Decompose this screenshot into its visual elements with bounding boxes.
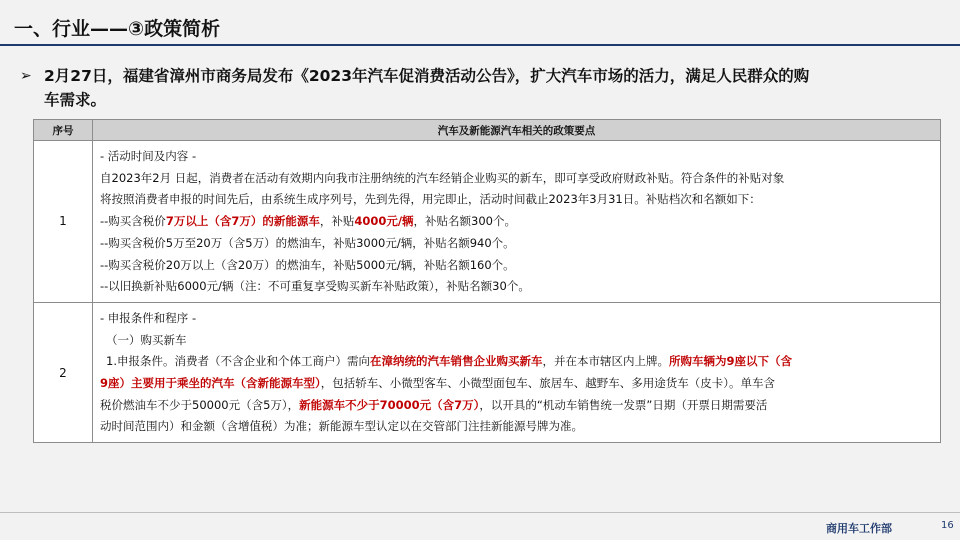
policy-line: --以旧换新补贴6000元/辆（注：不可重复享受购买新车补贴政策），补贴名额30个。: [100, 279, 530, 294]
page-number: 16: [941, 520, 954, 531]
table-row: [34, 141, 941, 303]
table-header-row: [34, 120, 941, 141]
header-policy: 汽车及新能源汽车相关的政策要点: [93, 120, 941, 141]
highlight-text: 4000元/辆: [354, 214, 414, 229]
table-row: [34, 302, 941, 442]
row-number: 2: [34, 302, 93, 442]
policy-table: [33, 119, 941, 443]
bullet-summary: [20, 64, 940, 112]
text-segment: 1.申报条件。消费者（不含企业和个体工商户）需向: [106, 354, 370, 369]
text-segment: 税价燃油车不少于50000元（含5万），: [100, 397, 300, 412]
policy-line: --购买含税价20万以上（含20万）的燃油车，补贴5000元/辆，补贴名额160个。: [100, 257, 515, 272]
policy-line: 将按照消费者申报的时间先后，由系统生成序列号，先到先得，用完即止，活动时间截止2023年3月31日。补贴档次和名额如下：: [100, 192, 761, 207]
row-content: [93, 302, 941, 442]
policy-line: [100, 211, 933, 233]
highlight-text: 7万以上（含7万）的新能源车: [165, 214, 320, 229]
row-number: 1: [34, 141, 93, 303]
policy-line: [100, 373, 933, 395]
highlight-text: 新能源车不少于70000元（含7万）: [299, 397, 480, 412]
highlight-text: 9座）主要用于乘坐的汽车（含新能源车型）: [100, 376, 321, 391]
policy-line: [100, 351, 933, 373]
row-content: [93, 141, 941, 303]
policy-line: 动时间范围内）和金额（含增值税）为准；新能源车型认定以在交管部门注挂新能源号牌为准。: [100, 419, 583, 434]
page-title: 一、行业——③政策简析: [14, 18, 221, 40]
footer-department: 商用车工作部: [826, 522, 892, 535]
text-segment: --购买含税价: [100, 214, 166, 229]
policy-line: [100, 395, 933, 417]
highlight-text: 在漳纳统的汽车销售企业购买新车: [369, 354, 543, 369]
text-segment: ，包括轿车、小微型客车、小微型面包车、旅居车、越野车、多用途货车（皮卡）。单车含: [320, 376, 775, 391]
highlight-text: 所购车辆为9座以下（含: [668, 354, 792, 369]
policy-line: - 申报条件和程序 -: [100, 310, 197, 325]
policy-line: 自2023年2月 日起，消费者在活动有效期内向我市注册纳统的汽车经销企业购买的新车，即可享受政府财政补贴。符合条件的补贴对象: [100, 170, 785, 185]
policy-line: - 活动时间及内容 -: [100, 149, 197, 163]
text-segment: ，并在本市辖区内上牌。: [542, 354, 669, 369]
footer-divider: [0, 512, 960, 513]
header-index: 序号: [34, 120, 93, 141]
title-divider: [0, 44, 960, 46]
policy-line: （一）购买新车: [106, 332, 187, 347]
bullet-text-line2: 车需求。: [44, 91, 107, 109]
arrow-bullet-icon: ➢: [20, 68, 32, 84]
bullet-text-line1: 2月27日，福建省漳州市商务局发布《2023年汽车促消费活动公告》，扩大汽车市场的活力，满足人民群众的购: [44, 67, 810, 85]
text-segment: ，以开具的“机动车销售统一发票”日期（开票日期需要活: [479, 397, 768, 412]
text-segment: ，补贴名额300个。: [413, 214, 516, 229]
text-segment: ，补贴: [319, 214, 355, 229]
policy-line: --购买含税价5万至20万（含5万）的燃油车，补贴3000元/辆，补贴名额940个。: [100, 235, 515, 250]
